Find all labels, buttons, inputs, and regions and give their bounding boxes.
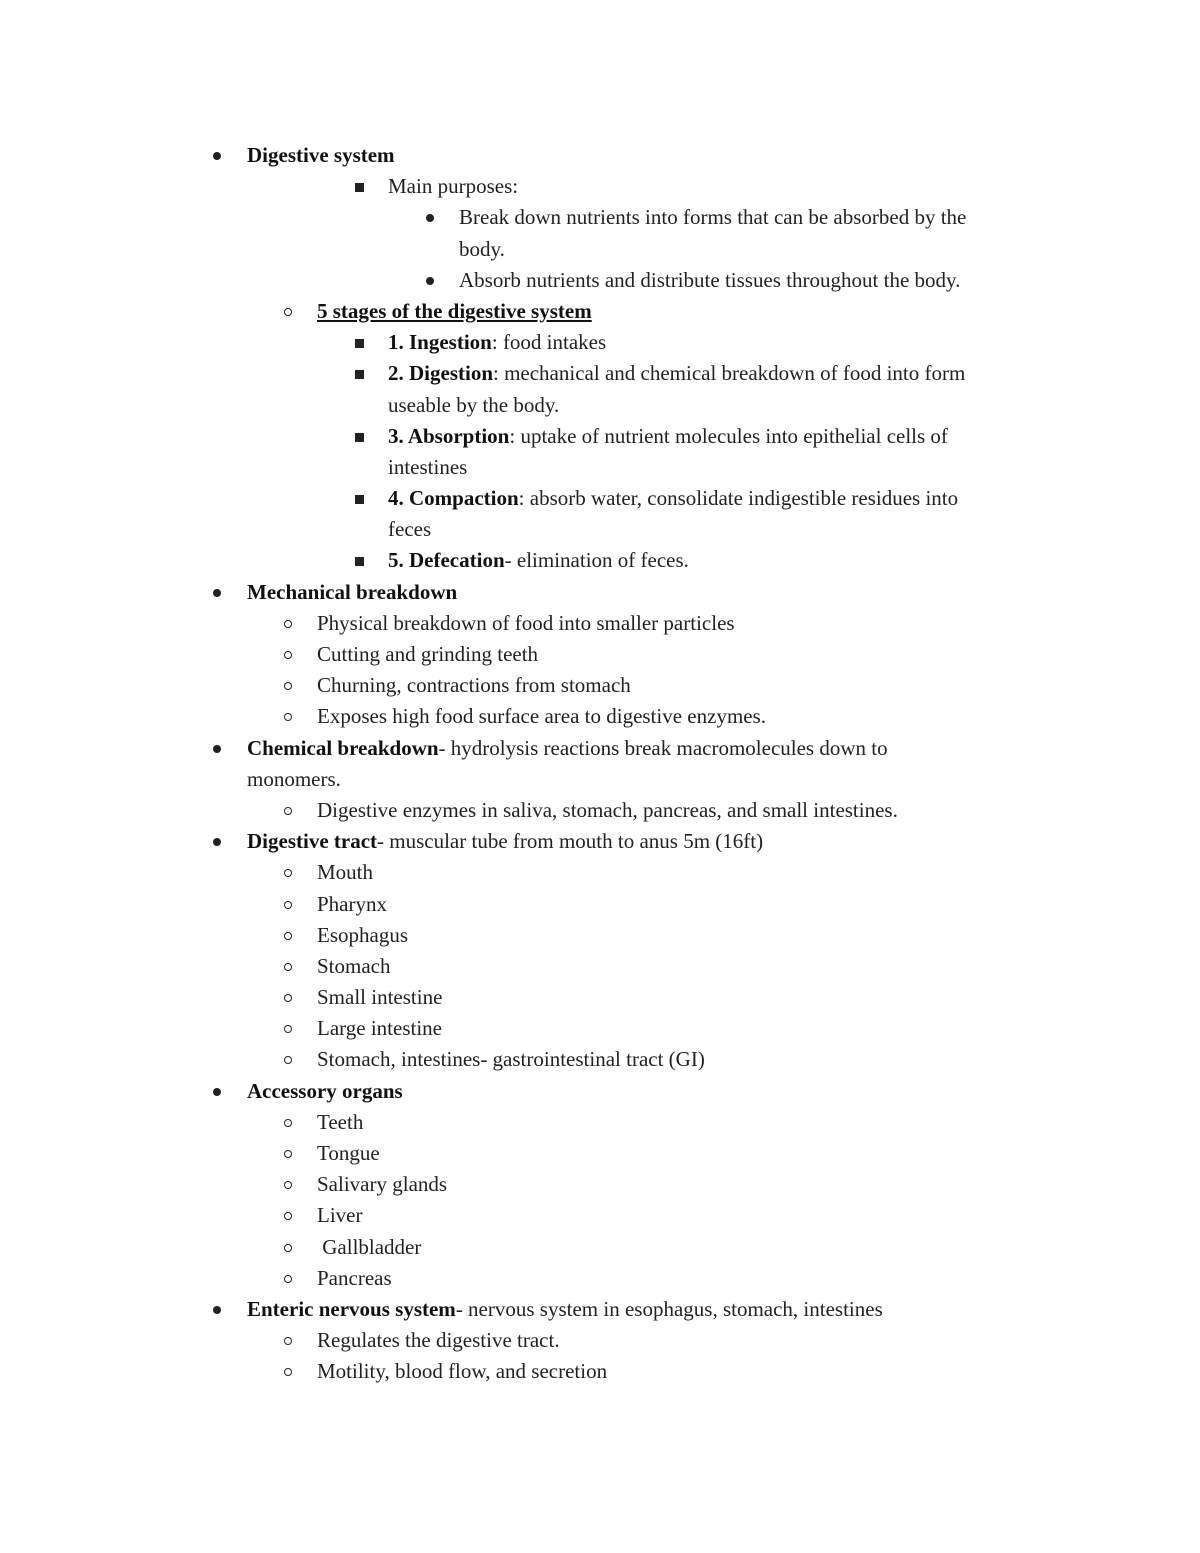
list-item-continuation bbox=[0, 234, 1200, 265]
circle-bullet-icon bbox=[284, 1119, 292, 1127]
section-text: monomers. bbox=[247, 766, 341, 791]
list-item-text: Large intestine bbox=[317, 1016, 442, 1041]
list-item bbox=[0, 1076, 1200, 1107]
section-text: - hydrolysis reactions break macromolecules down to bbox=[438, 735, 888, 760]
stage-text: : absorb water, consolidate indigestible residues into bbox=[518, 486, 959, 511]
circle-bullet-icon bbox=[284, 713, 292, 721]
list-item bbox=[0, 1356, 1200, 1387]
disc-bullet-icon bbox=[213, 1088, 221, 1096]
list-item bbox=[0, 1169, 1200, 1200]
list-item-text: Esophagus bbox=[317, 922, 408, 947]
circle-bullet-icon bbox=[284, 807, 292, 815]
circle-bullet-icon bbox=[284, 932, 292, 940]
circle-bullet-icon bbox=[284, 1212, 292, 1220]
stage-text: - elimination of feces. bbox=[504, 548, 689, 573]
list-item bbox=[0, 327, 1200, 358]
list-item-text: Cutting and grinding teeth bbox=[317, 642, 539, 666]
list-item-continuation bbox=[0, 514, 1200, 545]
list-item-text: Tongue bbox=[317, 1141, 380, 1165]
circle-bullet-icon bbox=[284, 869, 292, 877]
circle-bullet-icon bbox=[284, 682, 292, 690]
list-item-text: Absorb nutrients and distribute tissues throughout the body. bbox=[459, 267, 961, 292]
list-item bbox=[0, 140, 1200, 171]
circle-bullet-icon bbox=[284, 1181, 292, 1189]
list-item bbox=[0, 358, 1200, 389]
disc-bullet-icon bbox=[213, 589, 221, 597]
list-item bbox=[0, 202, 1200, 233]
stage-text: : food intakes bbox=[491, 330, 607, 355]
disc-bullet-icon bbox=[213, 838, 221, 846]
list-item bbox=[0, 1044, 1200, 1075]
circle-bullet-icon bbox=[284, 651, 292, 659]
disc-bullet-icon bbox=[213, 745, 221, 753]
disc-bullet-icon bbox=[213, 1306, 221, 1314]
circle-bullet-icon bbox=[284, 994, 292, 1002]
list-item bbox=[0, 1232, 1200, 1263]
circle-bullet-icon bbox=[284, 901, 292, 909]
list-item-text: Pharynx bbox=[317, 891, 387, 916]
list-item-text: Stomach, intestines- gastrointestinal tract (GI) bbox=[317, 1047, 705, 1072]
list-item bbox=[0, 421, 1200, 452]
list-item-continuation bbox=[0, 390, 1200, 421]
disc-bullet-icon bbox=[213, 152, 221, 160]
list-item-text: Liver bbox=[317, 1203, 363, 1228]
stage-label: 3. Absorption bbox=[388, 423, 510, 448]
section-heading: Enteric nervous system bbox=[247, 1296, 456, 1321]
square-bullet-icon bbox=[355, 557, 364, 566]
list-item-text: Exposes high food surface area to digestive enzymes. bbox=[317, 704, 767, 729]
section-heading: Digestive tract bbox=[247, 829, 378, 854]
list-item bbox=[0, 1138, 1200, 1169]
list-item-text: Small intestine bbox=[317, 985, 443, 1010]
list-item-continuation bbox=[0, 764, 1200, 795]
circle-bullet-icon bbox=[284, 1056, 292, 1064]
list-item bbox=[0, 1107, 1200, 1138]
stage-label: 1. Ingestion bbox=[388, 330, 492, 355]
list-item bbox=[0, 545, 1200, 576]
square-bullet-icon bbox=[355, 433, 364, 442]
stage-text: useable by the body. bbox=[388, 392, 560, 417]
stage-label: 5. Defecation bbox=[388, 548, 505, 573]
circle-bullet-icon bbox=[284, 308, 292, 316]
list-item bbox=[0, 265, 1200, 296]
disc-bullet-icon bbox=[426, 214, 434, 222]
stage-text: : mechanical and chemical breakdown of food into form bbox=[493, 361, 966, 386]
list-item bbox=[0, 171, 1200, 202]
disc-bullet-icon bbox=[426, 277, 434, 285]
circle-bullet-icon bbox=[284, 1150, 292, 1158]
circle-bullet-icon bbox=[284, 1025, 292, 1033]
list-item-text: Gallbladder bbox=[317, 1234, 422, 1259]
list-item-text: Salivary glands bbox=[317, 1172, 448, 1197]
list-item-text: Regulates the digestive tract. bbox=[317, 1328, 560, 1353]
list-item bbox=[0, 951, 1200, 982]
list-item-text: Teeth bbox=[317, 1109, 364, 1134]
stage-label: 2. Digestion bbox=[388, 361, 493, 386]
list-item-text: Motility, blood flow, and secretion bbox=[317, 1359, 608, 1384]
list-item bbox=[0, 889, 1200, 920]
stage-label: 4. Compaction bbox=[388, 486, 519, 511]
list-item-text: Pancreas bbox=[317, 1265, 392, 1290]
circle-bullet-icon bbox=[284, 1244, 292, 1252]
stage-text: intestines bbox=[388, 454, 468, 479]
list-item bbox=[0, 857, 1200, 888]
list-item-text: Break down nutrients into forms that can be absorbed by the bbox=[459, 205, 967, 230]
section-heading: Accessory organs bbox=[247, 1078, 403, 1103]
section-text: - nervous system in esophagus, stomach, intestines bbox=[455, 1296, 883, 1321]
list-item bbox=[0, 1294, 1200, 1325]
list-item bbox=[0, 826, 1200, 857]
stage-text: : uptake of nutrient molecules into epithelial cells of bbox=[509, 423, 948, 448]
list-item-text: Mouth bbox=[317, 860, 374, 885]
stage-text: feces bbox=[388, 517, 432, 542]
list-item-text: Physical breakdown of food into smaller particles bbox=[317, 610, 735, 635]
section-heading: Chemical breakdown bbox=[247, 735, 439, 760]
list-item-text: Digestive enzymes in saliva, stomach, pancreas, and small intestines. bbox=[317, 797, 898, 822]
circle-bullet-icon bbox=[284, 1275, 292, 1283]
circle-bullet-icon bbox=[284, 963, 292, 971]
list-item-text: Stomach bbox=[317, 953, 391, 978]
document-page bbox=[0, 140, 1200, 1388]
list-item bbox=[0, 639, 1200, 670]
list-item bbox=[0, 1013, 1200, 1044]
list-item-continuation bbox=[0, 452, 1200, 483]
list-item-text: body. bbox=[459, 236, 505, 261]
square-bullet-icon bbox=[355, 495, 364, 504]
list-item bbox=[0, 296, 1200, 327]
list-item bbox=[0, 701, 1200, 732]
list-item bbox=[0, 1200, 1200, 1231]
list-item bbox=[0, 920, 1200, 951]
list-item bbox=[0, 577, 1200, 608]
list-item-text: Main purposes: bbox=[388, 174, 519, 199]
section-heading: Digestive system bbox=[247, 143, 395, 167]
list-item bbox=[0, 1325, 1200, 1356]
stages-heading: 5 stages of the digestive system bbox=[317, 298, 592, 323]
list-item-text: Churning, contractions from stomach bbox=[317, 673, 631, 698]
section-heading: Mechanical breakdown bbox=[247, 579, 458, 604]
circle-bullet-icon bbox=[284, 620, 292, 628]
square-bullet-icon bbox=[355, 370, 364, 379]
list-item bbox=[0, 982, 1200, 1013]
circle-bullet-icon bbox=[284, 1368, 292, 1376]
list-item bbox=[0, 733, 1200, 764]
list-item bbox=[0, 483, 1200, 514]
square-bullet-icon bbox=[355, 339, 364, 348]
list-item bbox=[0, 608, 1200, 639]
circle-bullet-icon bbox=[284, 1337, 292, 1345]
section-text: - muscular tube from mouth to anus 5m (16ft) bbox=[377, 829, 764, 854]
square-bullet-icon bbox=[355, 183, 364, 192]
list-item bbox=[0, 795, 1200, 826]
list-item bbox=[0, 670, 1200, 701]
list-item bbox=[0, 1263, 1200, 1294]
